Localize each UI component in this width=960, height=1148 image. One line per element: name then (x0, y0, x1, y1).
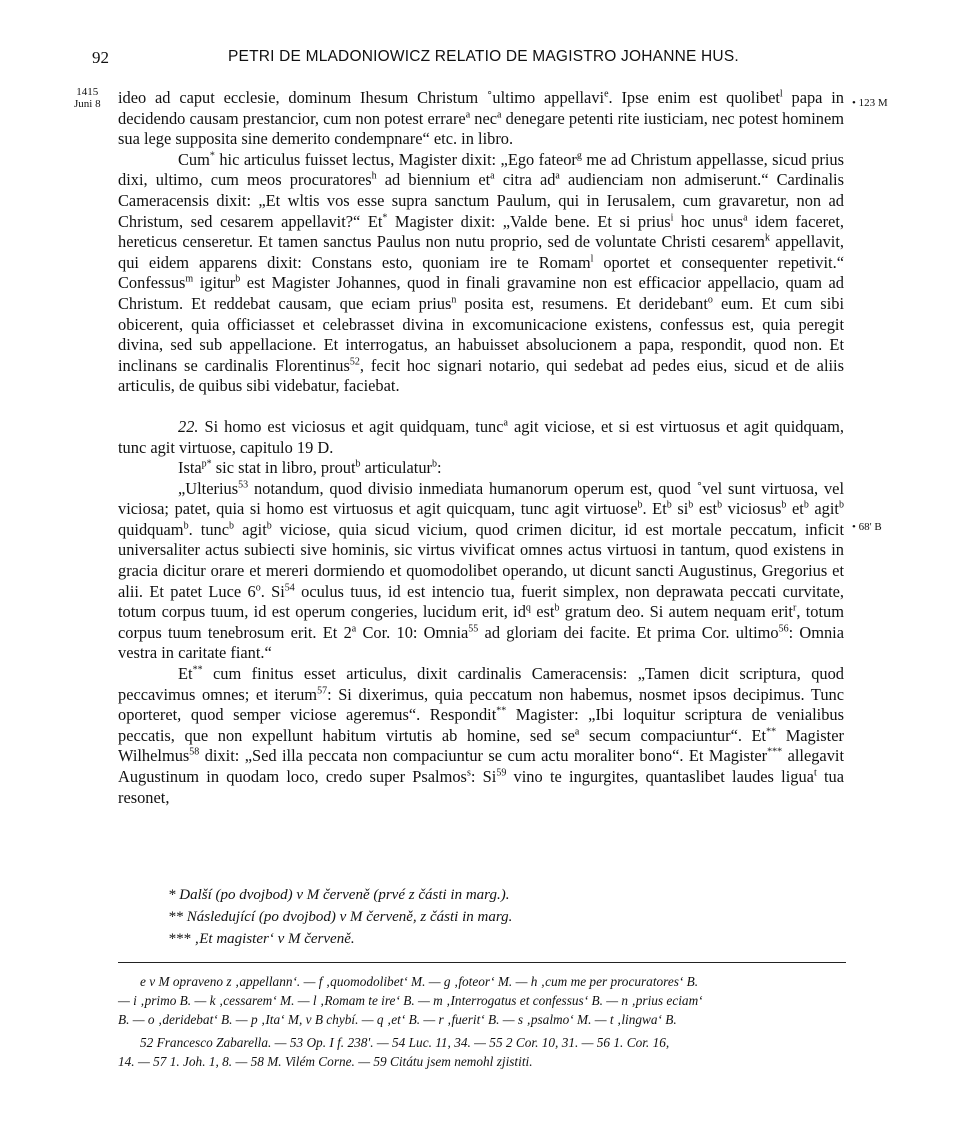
apparatus-line-5: 14. — 57 1. Joh. 1, 8. — 58 M. Vilém Corne. — 59 Citátu jsem nemohl zjistiti. (118, 1054, 533, 1069)
article-number: 22. (178, 416, 199, 436)
paragraph-4: Ista$^{p*}$ sic stat in libro, prout$^b$ articulatur$^b$: (178, 458, 442, 478)
apparatus-line-2: — i ‚primo B. — k ‚cessarem‘ M. — l ‚Romam te ire‘ B. — m ‚Interrogatus et confessus‘ B. — n ‚prius eciam‘ (118, 993, 703, 1008)
running-title: PETRI DE MLADONIOWICZ RELATIO DE MAGISTRO JOHANNE HUS. (228, 48, 739, 65)
apparatus-line-1: e v M opraveno z ‚appellann‘. — f ‚quomodolibet‘ M. — g ‚foteor‘ M. — h ‚cum me per procuratores‘ B. (140, 974, 699, 989)
margin-ref-68b: • 68' B (852, 521, 882, 533)
apparatus-line-3: B. — o ‚deridebat‘ B. — p ‚Ita‘ M, v B chybí. — q ‚et‘ B. — r ‚fuerit‘ B. — s ‚psalmo‘ M. — t ‚lingwa‘ B. (118, 1012, 677, 1027)
margin-year: 1415 (76, 86, 99, 98)
paragraph-2: Cum* hic articulus fuisset lectus, Magister dixit: „Ego fateor$^g$ me ad Christum appellasse, sicud prius dixi, ultimo, cum meos procuratores$^h$ ad biennium $et^a$ citra $ad^a$ audienciam non admiserunt.“ Cardinalis Cameracensis dixit: „Et wltis vos esse supra sanctum Paulum, qui in Ierusalem, cum gravaretur, non ad Christum, sed cesarem appellavit?“ Et* Magister dixit: „Valde bene. Et si prius$^i$ hoc unus$^a$ idem faceret, hereticus censeretur. Et tamen sanctus Paulus non nutu proprio, sed de voluntate Christi cesarem$^k$ appellavit, qui eidem apparens dixit: Constans esto, quoniam ire te Romam$^l$ oportet et consequenter repetivit.“ Confessus$^m$ igitur$^b$ est Magister Johannes, quod in finali gravamine non est efficacior appellacio, quam ad Christum. Et reddebat causam, que eciam prius$^n$ posita est, resumens. Et deridebant$^o$ eum. Et cum sibi obicerent, quia officiasset et celebrasset divina in excomunicacione existens, confessus est, quia peregit divina, sed sub appellacione. Et interrogatus, an habuisset absolucionem a papa, respondit, quod non. Et inclinans se cardinalis Florentinus$^{52}$, fecit hoc signari notario, qui sedebat ad pedes eius, sicud et de aliis articulis, de quibus sibi videbatur, faciebat. (118, 149, 845, 396)
apparatus-divider (118, 962, 846, 963)
margin-ref-123m: • 123 M (852, 97, 888, 109)
critical-apparatus (118, 972, 846, 1071)
paragraph-6: Et** cum finitus esset articulus, dixit cardinalis Cameracensis: „Tamen dicit scriptura, quod peccavimus omnes; et iterum$^{57}$: Si dixerimus, quia peccatum non habemus, nosmet ipsos decipimus. Tunc oporteret, quod semper viciose ageremus“. Respondit** Magister: „Ibi loquitur scriptura de venialibus peccatis, que non expellunt habitum virtutis ab homine, sed $se^a$ secum compaciuntur“. Et** Magister Wilhelmus$^{58}$ dixit: „Sed illa peccata non compaciuntur se cum actu moraliter bono“. Et Magister*** allegavit Augustinum in quodam loco, credo super Psalmos$^s$: Si$^{59}$ vino te ingurgites, quantaslibet laudes ligua$^t$ tua resonet, (118, 664, 845, 807)
page-number: 92 (92, 48, 109, 67)
paragraph-1: ideo ad caput ecclesie, dominum Ihesum Christum ˚ultimo appellavi$^e$. Ipse enim est quolibet$^l$ papa in decidendo causam prestancior, cum non potest errare$^a$ nec$^a$ denegare petenti rite iusticiam, nec potest hominem sua lege supposita sine demerito condempnare“ etc. in libro. (118, 88, 845, 149)
note-2: ** Následující (po dvojbod) v M červeně, z části in marg. (168, 909, 513, 925)
note-3: *** ‚Et magister‘ v M červeně. (168, 931, 355, 947)
editor-notes (168, 884, 512, 950)
note-1: * Další (po dvojbod) v M červeně (prvé z části in marg.). (168, 887, 510, 903)
article-22: 22. Si homo est viciosus et agit quidquam, tunc$^a$ agit viciose, et si est virtuosus et agit quidquam, tunc agit virtuose, capitulo 19 D. (118, 416, 844, 457)
margin-day: Juni 8 (74, 98, 101, 110)
apparatus-line-4: 52 Francesco Zabarella. — 53 Op. I f. 238'. — 54 Luc. 11, 34. — 55 2 Cor. 10, 31. — 56 1. Cor. 16, (140, 1035, 670, 1050)
margin-date (74, 86, 101, 110)
main-text (118, 88, 844, 808)
paragraph-5: „Ulterius$^{53}$ notandum, quod divisio inmediata humanorum operum est, quod ˚vel sunt virtuosa, vel viciosa; patet, quia si homo est virtuosus et agit quicquam, tunc agit virtuose$^b$. Et$^b$ $si^b$ est$^b$ viciosus$^b$ $et^b$ agit$^b$ quidquam$^b$. tunc$^b$ agit$^b$ viciose, quia sicud vicium, quod crimen dicitur, id est mortale peccatum, inficit universaliter actus subiecti sive hominis, sic virtus vivificat omnes actus virtuosi in tantum, quod existens in gracia dicitur orare et mereri dormiendo et quomodolibet operando, ut dicunt sancti Augustinus, Gregorius et alii. Et patet Luce 6$^o$. Si$^{54}$ oculus tuus, id est intencio tua, fuerit simplex, non deprawata peccati curvitate, totum corpus tuum, id est operum congeries, lucidum erit, $id^q$ est$^b$ gratum deo. Si autem nequam erit$^r$, totum corpus tuum tenebrosum erit. Et 2$^a$ Cor. 10: Omnia$^{55}$ ad gloriam dei facite. Et prima Cor. ultimo$^{56}$: Omnia vestra in caritate fiant.“ (118, 478, 845, 663)
